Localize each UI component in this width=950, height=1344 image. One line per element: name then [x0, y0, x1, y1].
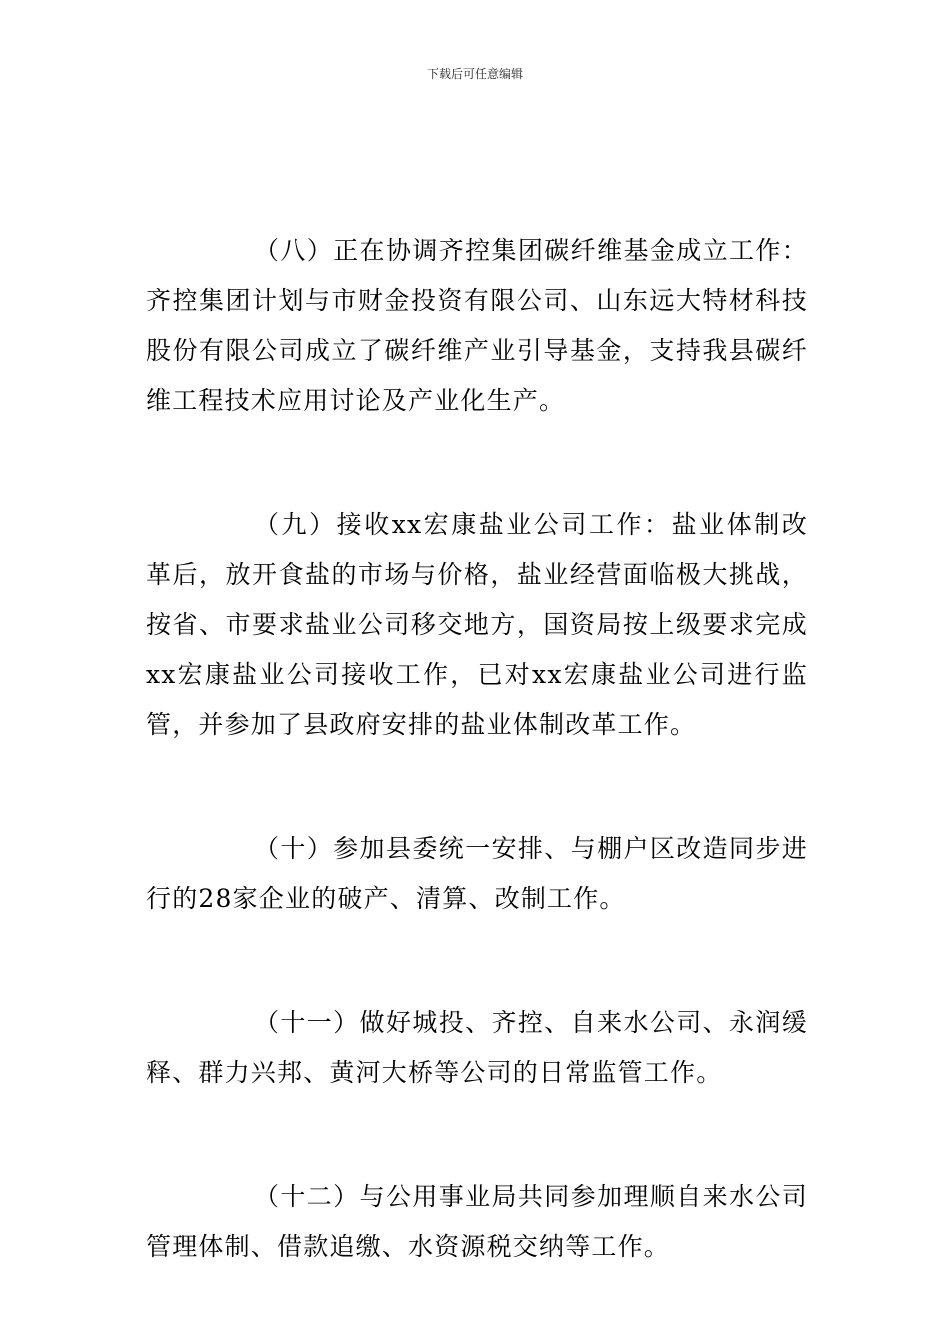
document-body — [146, 226, 808, 1272]
paragraph-item-11: （十一）做好城投、齐控、自来水公司、永润缓释、群力兴邦、黄河大桥等公司的日常监管工作。 — [146, 1008, 808, 1087]
paragraph-item-8: （八）正在协调齐控集团碳纤维基金成立工作：齐控集团计划与市财金投资有限公司、山东远大特材科技股份有限公司成立了碳纤维产业引导基金，支持我县碳纤维工程技术应用讨论及产业化生产。 — [146, 236, 808, 415]
paragraph-item-10: （十）参加县委统一安排、与棚户区改造同步进行的28家企业的破产、清算、改制工作。 — [146, 834, 808, 913]
paragraph-item-9: （九）接收xx宏康盐业公司工作：盐业体制改革后，放开食盐的市场与价格，盐业经营面临极大挑战，按省、市要求盐业公司移交地方，国资局按上级要求完成xx宏康盐业公司接收工作，已对xx宏康盐业公司进行监管，并参加了县政府安排的盐业体制改革工作。 — [146, 510, 808, 739]
paragraph-item-12: （十二）与公用事业局共同参加理顺自来水公司管理体制、借款追缴、水资源税交纳等工作。 — [146, 1182, 808, 1261]
page-header: 下载后可任意编辑 — [426, 67, 523, 81]
